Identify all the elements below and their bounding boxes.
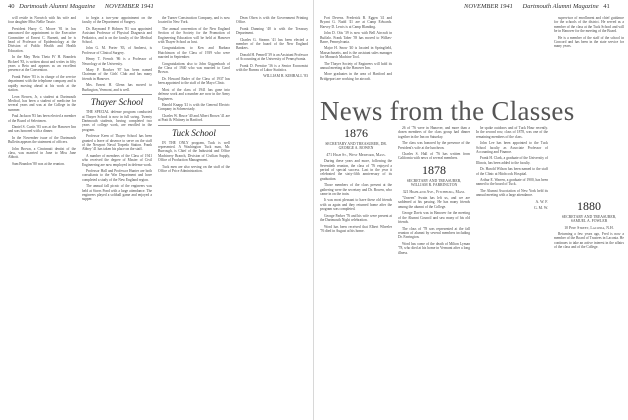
left-magazine-title: Dartmouth Alumni Magazine (19, 3, 96, 10)
paragraph: Henry T. French '86 is a Professor of Neurology at the University. (82, 57, 152, 66)
right-page (314, 0, 628, 420)
left-running-head (8, 3, 154, 10)
left-column-3 (158, 16, 230, 414)
class-year-1876: 1876 (344, 126, 368, 140)
paragraph: Leon Bowen, Jr, a student at Dartmouth Medical, has been a student of medicine for several years and was at the College in the summer. (8, 94, 76, 112)
paragraph: Charles W. Bruce '40 and Albert Brown '41 are at Pratt & Whitney in Hartford. (158, 113, 230, 123)
paragraph: Professor Hall and Professor Hunter are both consultants to the War Department and have completed a study of the New England region. (82, 168, 152, 182)
right-magazine-title: Dartmouth Alumni Magazine (522, 3, 599, 10)
paragraph: he spoke outdoors and of Tuck Hour recently. In the second row, class of 1878, was one of the remaining members of the class. (476, 126, 548, 139)
paragraph: John D. Otis '39 is now with Bell Aircraft in Buffalo. Frank Taber '39 has moved to Wilkes-Barre, Pennsylvania. (320, 31, 392, 45)
paragraph: John G. M. Porter '83, of Amherst, is Professor of Clinical Surgery. (82, 46, 152, 55)
paragraph: Tuck men are also serving on the staff of the Office of Price Administration. (158, 164, 230, 173)
divider (82, 94, 152, 95)
paragraph: IN THE ONLY program, Tuck is well represented. A Washington Tuck man, Mr. Burrough, is Chief of the Industrial and Office Machinery Branch, Division of Civilian Supply, Office of Production Management. (158, 140, 230, 163)
paragraph: The Thayer Society of Engineers will hold its annual meeting at the Hanover Inn. (320, 61, 392, 71)
paragraph: Those members of the class present at the gathering were the secretary and Dr. Bowen, who came in on the train. (320, 183, 392, 197)
class-year-1878: 1878 (422, 162, 446, 177)
paragraph: Most of the class of 1941 has gone into defense work and a number are now in the Army Engineers. (158, 87, 230, 101)
right-column-3 (476, 126, 548, 414)
paragraph: During these years and more, following the Seventieth reunion, the class of '76 enjoyed a period of special success. Last in the year it celebrated the sixty-fifth anniversary of its graduation. (320, 159, 392, 181)
paragraph: More graduates in the area of Hartford and Bridgeport are working for aircraft. (320, 72, 392, 81)
paragraph: "Unseen" Swain has left us, and we are saddened at his passing. He has many friends among the alumni of the College. (398, 196, 470, 209)
paragraph: President Harry C. Moore '81 in has announced the appointment to the Executive Committee of Ernest C. Burnett, and he is head of Professor of Epidemiology at the Division of Public Health and Health Education. (8, 26, 76, 53)
paragraph: Returning a few years ago, Fred is now a member of the Board of Trustees in Laconia. He continues to take an active interest in the affairs of the class and of the College. (554, 232, 624, 250)
paragraph: Fort Devens. Frederick B. Eggen '41 and Bryant G. Nudd '41 are at Camp Edwards. Harvey D. Lewis is at Camp Blanding. (320, 16, 392, 29)
paragraph: George Parker '76 and his wife were present at the Dartmouth Night celebration. (320, 213, 392, 223)
paragraph: the Turner Construction Company, and is now located in New York. (158, 16, 230, 25)
class-address: 321 Highland Ave., Fitchburg, Mass. (402, 189, 466, 194)
paragraph: Frank D. Prentice '36 is a Senior Economist with the Bureau of Labor Statistics. (236, 63, 308, 73)
right-column-1-top (320, 16, 392, 96)
paragraph: The class was honored by the presence of the President's wife at the luncheon. (398, 141, 470, 150)
paragraph: John Lee has been appointed to the Tuck School faculty as Associate Professor of Accounting and Finance. (476, 141, 548, 155)
paragraph: will reside in Norwich with his wife and four daughter Miss Nellie Tassie. (8, 16, 76, 25)
class-address: 471 High St., West Medford, Mass. (326, 152, 386, 157)
signature: A. W. F. (535, 199, 548, 204)
signature: WILLIAM R. KIMBALL '83 (263, 74, 308, 79)
paragraph: In the May 'Beta Theta Pi' H. Brandeis Bickeel '83, is written about and writes in fifty years a Beta and appears as an excellent presence at the Convention. (8, 55, 76, 73)
paragraph: A number of members of the Class of 1941 who received the degree of Master of Civil Engineering are now employed in defense work. (82, 153, 152, 167)
paragraph: Harold Knapp '41 is with the General Electric Company in Schenectady. (158, 102, 230, 112)
paragraph: The annual convention of the New England Section of the Society for the Promotion of Engineering Education will be held at Hanover with Thayer School as host. (158, 26, 230, 45)
class-secretary: SECRETARY AND TREASURER, WILLIAM R. FARRINGTON (406, 178, 462, 188)
paragraph: Charles G. Stearns '41 has been elected a member of the board of the New England Bankers. (236, 37, 308, 51)
left-issue-date: NOVEMBER 1941 (104, 3, 154, 10)
signature: G. M. W. (533, 206, 548, 211)
paragraph: He is a member of the staff of the school in Concord and has been in the state service for many years. (554, 35, 624, 49)
paragraph: Donald H. Pennell '39 is an Assistant Professor of Accounting at the University of Pennsylvania. (236, 52, 308, 62)
class-secretary: SECRETARY AND TREASURER, DR. GEORGE A. BOWEN (325, 142, 387, 151)
right-column-4 (554, 16, 624, 414)
tuck-school-heading: Tuck School (172, 127, 216, 138)
left-column-2 (82, 16, 152, 414)
left-column-4 (236, 16, 308, 414)
right-page-number: 41 (603, 3, 610, 10)
paragraph: Dr. Howard Rader of the Class of 1937 has been appointed to the staff of the Mayo Clinic. (158, 76, 230, 86)
right-column-1-bottom (320, 126, 392, 414)
left-column-1 (8, 16, 76, 414)
right-column-2 (398, 126, 470, 414)
class-secretary: SECRETARY AND TREASURER, SAMUEL A. FOWLER (561, 214, 617, 224)
paragraph: Congratulations to Ken and Barbara Hutchinson of the Class of 1939 who were married in September. (158, 46, 230, 60)
paragraph: Arthur E. Warren, a graduate of 1900, has been named to the board of Tuck. (476, 178, 548, 187)
paragraph: The annual fall picnic of the engineers was held at Storrs Pond with a large attendance. The engineers played a softball game and enjoyed a supper. (82, 184, 152, 202)
paragraph: It was most pleasant to have these old friends with us again and they returned home after the program was completed. (320, 198, 392, 212)
paragraph: The class of '78 was represented at the fall reunion of alumni by several members including Dr. Farrington. (398, 226, 470, 240)
paragraph: The Alumni Association of New York held its annual meeting with a large attendance. (476, 188, 548, 198)
paragraph: Mary P. Bowker '87 has been named Chairman of the Girls' Club and has many friends in Hanover. (82, 68, 152, 81)
left-page-number: 40 (8, 3, 15, 10)
paragraph: Major H. Snow '40 is located in Springfield, Massachusetts, and is the assistant sales manager for Monarch Machine Tool. (320, 46, 392, 60)
paragraph: Frank Dunning '40 is with the Treasury Department. (236, 26, 308, 36)
paragraph: 26 of '76 were in Hanover, and more than a dozen members of the class group had dinner together in the Inn on Saturday. (398, 126, 470, 139)
paragraph: Sam Brandon '80 was at the reunion. (12, 161, 65, 166)
divider (158, 125, 230, 126)
paragraph: John Brown, a Cincinnati dentist of the class, was married in June to Miss Jane Abbott. (8, 146, 76, 160)
class-year-1880: 1880 (577, 198, 601, 213)
thayer-school-heading: Thayer School (90, 97, 144, 108)
news-from-the-classes-heading: News from the Classes (320, 96, 575, 126)
paragraph: Mrs. Ernest H. Glenn has moved to Burlington, Vermont, and is well. (82, 83, 152, 92)
paragraph: Daniel S. Curtis '83 was at the Hanover Inn and was honored with a dinner. (8, 124, 76, 134)
paragraph: In the November issue of the Dartmouth Bulletin appears the statement of officers. (8, 135, 76, 145)
paragraph: Professor Keen of Thayer School has been granted a leave of absence to serve on the staff of the Newport Naval Torpedo Station. Frank Abbey '41 has taken his place on the staff. (82, 134, 152, 152)
paragraph: Dr. Harold Wilson has been named to the staff of the Clinic at Hitchcock Hospital. (476, 167, 548, 176)
class-address: 10 Pine Street, Laconia, N.H. (564, 225, 614, 230)
paragraph: to begin a two-year appointment on the faculty of the Department of Surgery. (82, 16, 152, 25)
paragraph: George Davis was in Hanover for the meeting of the Alumni Council and saw many of his old friends. (398, 211, 470, 225)
paragraph: Congratulations also to John Giggenbach of the Class of 1940 who was married to Carol Brown. (158, 61, 230, 75)
paragraph: Charles S. Hall of '76 has written from California with news of several members. (398, 152, 470, 161)
paragraph: THE SPECIAL defense program conducted at Thayer School is now in full swing. Twenty Dartmouth students, having completed two years of college work, are enrolled in the program. (82, 110, 152, 132)
paragraph: Dr. Raymond P. Holmes '81 was appointed Assistant Professor of Physical Diagnosis and Pediatrics, and is on the faculty of the Medical School. (82, 26, 152, 45)
paragraph: Dean Olsen is with the Government Printing Office. (236, 16, 308, 25)
paragraph: Frank H. Clark, a graduate of the University of Illinois, has been added to the faculty. (476, 156, 548, 165)
paragraph: Paul Jackson '83 has been elected a member of the Board of Selectmen. (8, 114, 76, 123)
paragraph: Word has come of the death of Milton Lyman '78, who died at his home in Vermont after a long illness. (398, 241, 470, 255)
right-issue-date: NOVEMBER 1941 (464, 3, 513, 10)
paragraph: Frank Potter '83 is in charge of the service department with the telephone company and is rapidly moving ahead at his work at the station. (8, 74, 76, 93)
paragraph: supervisor of enrollment and chief guidance for the schools of the district. He served as a member of the class at the Tuck School and will be in Hanover for the meeting of the Board. (554, 16, 624, 34)
paragraph: Word has been received that Elbert Wheeler '76 died in August at his home. (320, 224, 392, 233)
right-running-head (464, 3, 613, 10)
